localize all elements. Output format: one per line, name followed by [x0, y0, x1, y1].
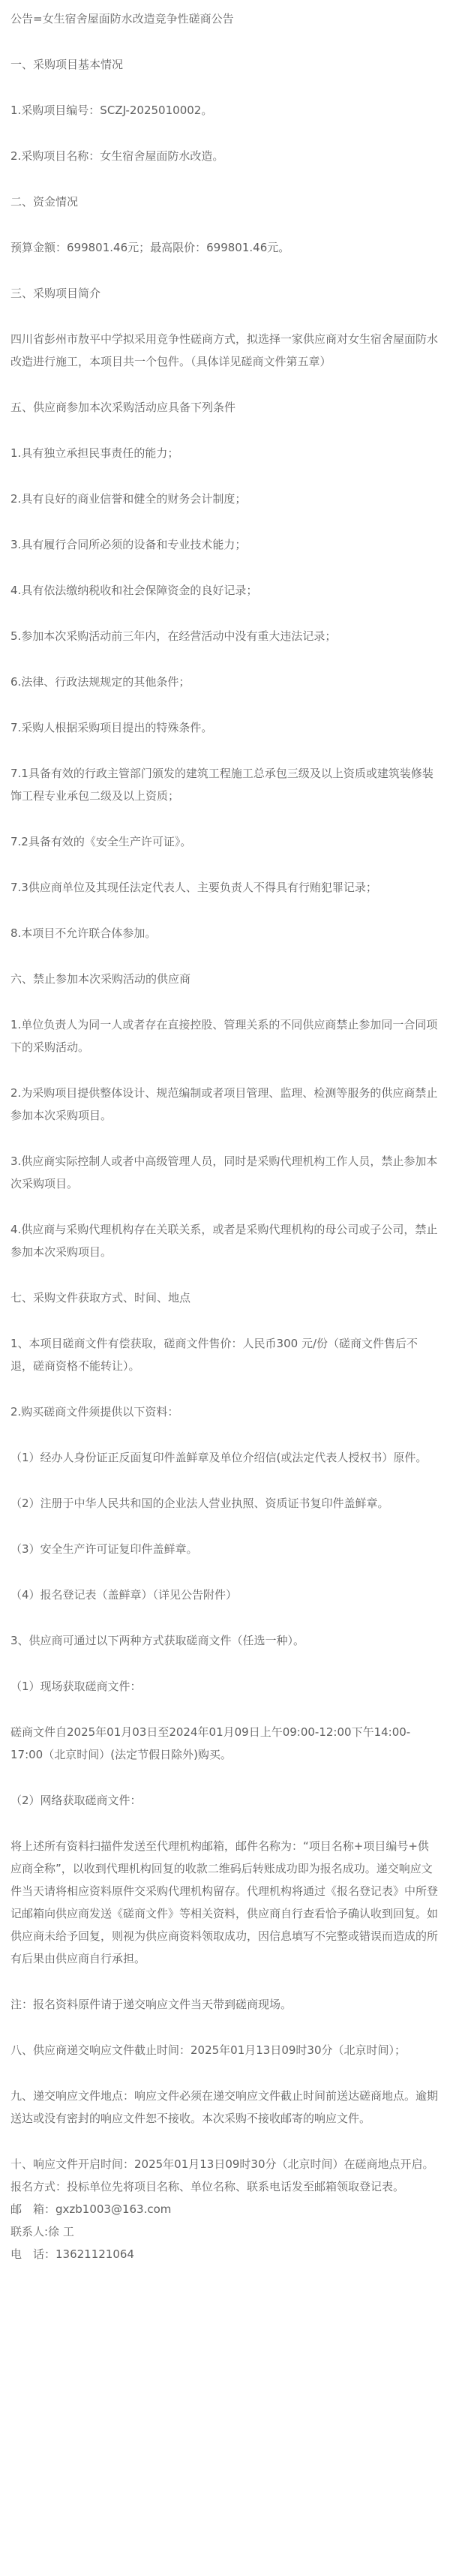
acquisition-item: 注：报名资料原件请于递交响应文件当天带到磋商现场。 — [10, 1998, 292, 2011]
requirement-item: 7.3供应商单位及其现任法定代表人、主要负责人不得具有行贿犯罪记录； — [10, 881, 377, 894]
registration-method-text: 报名方式：投标单位先将项目名称、单位名称、联系电话发至邮箱领取登记表。 — [10, 2180, 405, 2193]
section-1-heading: 一、采购项目基本情况 — [10, 58, 124, 71]
contact-email: 邮 箱：gxzb1003@163.com — [10, 2202, 172, 2216]
section-5-heading: 五、供应商参加本次采购活动应具备下列条件 — [10, 401, 236, 414]
requirement-item: 8.本项目不允许联合体参加。 — [10, 926, 157, 940]
prohibition-item: 1.单位负责人为同一人或者存在直接控股、管理关系的不同供应商禁止参加同一合同项下的采购活动。 — [10, 1018, 438, 1054]
requirement-item: 7.2具备有效的《安全生产许可证》。 — [10, 835, 192, 848]
acquisition-item: （3）安全生产许可证复印件盖鲜章。 — [10, 1542, 198, 1556]
contact-phone: 电 话：13621121064 — [10, 2247, 134, 2261]
acquisition-item: 磋商文件自2025年01月03日至2024年01月09日上午09:00-12:00下午14:00-17:00（北京时间）(法定节假日除外)购买。 — [10, 1725, 411, 1761]
project-summary: 四川省彭州市敖平中学拟采用竞争性磋商方式，拟选择一家供应商对女生宿舍屋面防水改造进行施工，本项目共一个包件。（具体详见磋商文件第五章） — [10, 332, 439, 368]
acquisition-item: 2.购买磋商文件须提供以下资料： — [10, 1405, 179, 1419]
acquisition-item: （2）网络获取磋商文件： — [10, 1794, 142, 1807]
prohibition-item: 2.为采购项目提供整体设计、规范编制或者项目管理、监理、检测等服务的供应商禁止参加本次采购项目。 — [10, 1086, 438, 1122]
project-number: 1.采购项目编号：SCZJ-2025010002。 — [10, 104, 213, 117]
section-6-heading: 六、禁止参加本次采购活动的供应商 — [10, 972, 191, 986]
section-7-heading: 七、采购文件获取方式、时间、地点 — [10, 1291, 191, 1305]
submission-location-text: 九、递交响应文件地点：响应文件必须在递交响应文件截止时间前送达磋商地点。逾期送达或没有密封的响应文件恕不接收。本次采购不接收邮寄的响应文件。 — [10, 2089, 439, 2125]
contact-person: 联系人:徐 工 — [10, 2225, 74, 2238]
requirement-item: 6.法律、行政法规规定的其他条件； — [10, 675, 190, 689]
acquisition-item: （4）报名登记表（盖鲜章）（详见公告附件） — [10, 1588, 238, 1602]
requirement-item: 2.具有良好的商业信誉和健全的财务会计制度； — [10, 492, 247, 506]
requirement-item: 7.1具备有效的行政主管部门颁发的建筑工程施工总承包三级及以上资质或建筑装修装饰工程专业承包二级及以上资质； — [10, 767, 434, 803]
acquisition-item: （1）现场获取磋商文件： — [10, 1680, 142, 1693]
acquisition-item: 3、供应商可通过以下两种方式获取磋商文件（任选一种）。 — [10, 1634, 305, 1647]
deadline-text: 八、供应商递交响应文件截止时间：2025年01月13日09时30分（北京时间）； — [10, 2043, 406, 2057]
acquisition-item: （1）经办人身份证正反面复印件盖鲜章及单位介绍信(或法定代表人授权书）原件。 — [10, 1451, 428, 1464]
prohibition-item: 4.供应商与采购代理机构存在关联关系，或者是采购代理机构的母公司或子公司，禁止参加本次采购项目。 — [10, 1223, 438, 1259]
requirement-item: 1.具有独立承担民事责任的能力； — [10, 446, 179, 460]
acquisition-item: 将上述所有资料扫描件发送至代理机构邮箱，邮件名称为：“项目名称+项目编号+供应商全称”，以收到代理机构回复的收款二维码后转账成功即为报名成功。递交响应文件当天请将相应资料原件交采购代理机构留存。代理机构将通过《报名登记表》中所登记邮箱向供应商发送《磋商文件》等相关资料，供应商自行查看恰予确认收到回复。如供应商未给予回复，则视为供应商资料领取成功，因信息填写不完整或错误而造成的所有后果由供应商自行承担。 — [10, 1839, 439, 1965]
project-name: 2.采购项目名称：女生宿舍屋面防水改造。 — [10, 149, 224, 163]
acquisition-item: （2）注册于中华人民共和国的企业法人营业执照、资质证书复印件盖鲜章。 — [10, 1497, 389, 1510]
requirement-item: 5.参加本次采购活动前三年内，在经营活动中没有重大违法记录； — [10, 629, 337, 643]
requirement-item: 3.具有履行合同所必须的设备和专业技术能力； — [10, 538, 247, 551]
section-2-heading: 二、资金情况 — [10, 195, 79, 209]
section-3-heading: 三、采购项目简介 — [10, 287, 101, 300]
acquisition-item: 1、本项目磋商文件有偿获取，磋商文件售价：人民币300 元/份（磋商文件售后不退，磋商资格不能转让）。 — [10, 1337, 418, 1373]
prohibition-item: 3.供应商实际控制人或者中高级管理人员，同时是采购代理机构工作人员，禁止参加本次采购项目。 — [10, 1154, 438, 1190]
requirement-item: 7.采购人根据采购项目提出的特殊条件。 — [10, 721, 213, 734]
budget-text: 预算金额：699801.46元；最高限价：699801.46元。 — [10, 241, 290, 254]
requirement-item: 4.具有依法缴纳税收和社会保障资金的良好记录； — [10, 584, 258, 597]
opening-time-text: 十、响应文件开启时间：2025年01月13日09时30分（北京时间）在磋商地点开启。 — [10, 2157, 434, 2171]
notice-title: 公告=女生宿舍屋面防水改造竞争性磋商公告 — [10, 12, 234, 26]
